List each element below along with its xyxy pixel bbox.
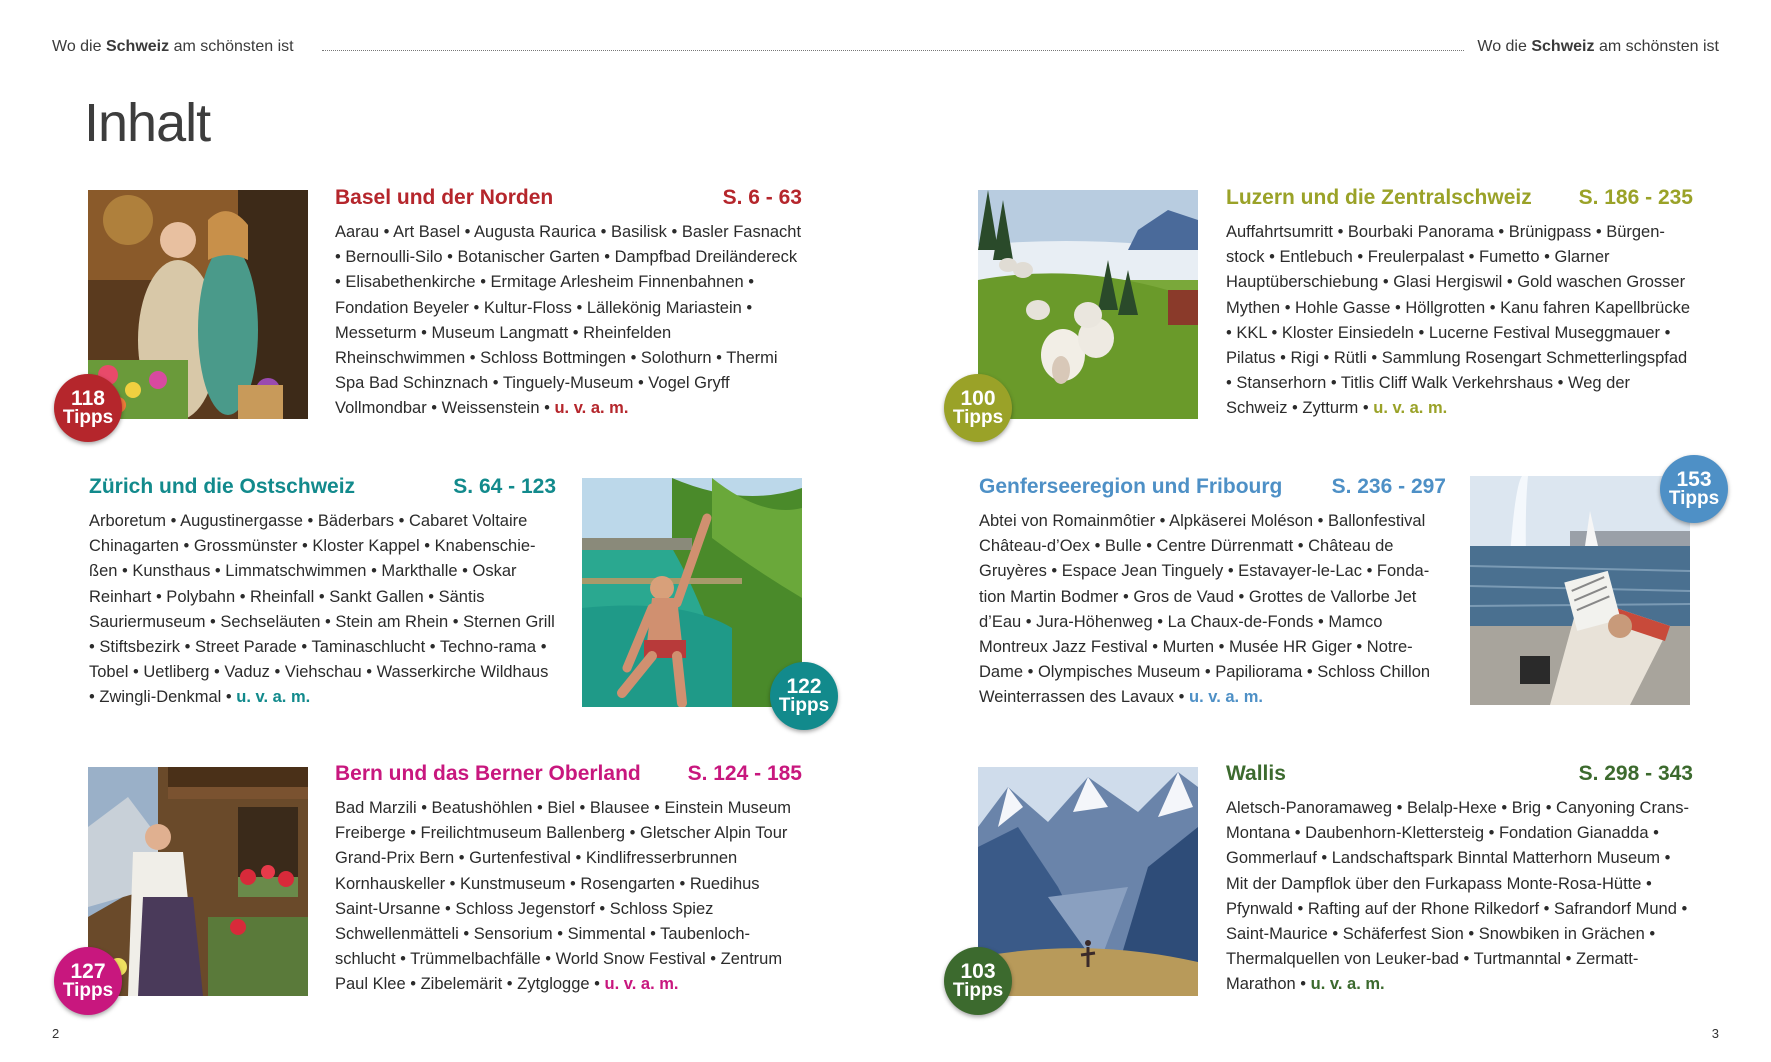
highlight-list: Arboretum • Augustinergasse • Bäderbars • Cabaret Voltaire Chinagarten • Grossmünster • Kloster Kappel • Knabenschie-ßen • Kunsthaus • Limmatschwimmen • Markthalle • Oskar Reinhart • Polybahn • Rheinfall • Sankt Gallen • Säntis Sauriermuseum • Sechseläuten • Stein am Rhein • Sternen Grill • Stiftsbezirk • Street Parade • Taminaschlucht • Techno-rama • Tobel • Uetliberg • Vaduz • Viehschau • Wasserkirche Wildhaus • Zwingli-Denkmal • <box>89 512 555 707</box>
region-pages: S. 236 - 297 <box>1331 475 1446 498</box>
region-description <box>1226 796 1693 998</box>
badge-count: 127 <box>70 960 106 983</box>
badge-count: 100 <box>960 387 996 410</box>
region-zuerich <box>89 475 556 711</box>
header-pre: Wo die <box>52 38 102 55</box>
page-number-right: 3 <box>1711 1026 1719 1041</box>
region-pages: S. 64 - 123 <box>453 475 556 498</box>
tipps-badge-genfersee <box>1660 455 1728 523</box>
tipps-badge-wallis <box>944 947 1012 1015</box>
badge-label: Tipps <box>952 980 1004 1001</box>
tipps-badge-bern <box>54 947 122 1015</box>
region-basel <box>335 186 802 422</box>
badge-label: Tipps <box>62 407 114 428</box>
badge-count: 103 <box>960 960 996 983</box>
more-marker: u. v. a. m. <box>554 399 629 418</box>
badge-label: Tipps <box>1668 488 1720 509</box>
header-post: am schönsten ist <box>173 38 294 55</box>
tipps-badge-luzern <box>944 374 1012 442</box>
region-name: Zürich und die Ostschweiz <box>89 475 356 498</box>
region-pages: S. 124 - 185 <box>687 762 802 785</box>
header-pre: Wo die <box>1477 38 1527 55</box>
header-dotted-rule <box>322 50 1464 51</box>
header-post: am schönsten ist <box>1598 38 1719 55</box>
badge-label: Tipps <box>62 980 114 1001</box>
more-marker: u. v. a. m. <box>1189 688 1263 707</box>
region-pages: S. 186 - 235 <box>1578 186 1693 209</box>
region-name: Basel und der Norden <box>335 186 554 209</box>
header-strong: Schweiz <box>1531 38 1595 55</box>
page-title: Inhalt <box>84 93 211 153</box>
photo-wallis-mountains <box>978 767 1198 996</box>
highlight-list: Bad Marzili • Beatushöhlen • Biel • Blausee • Einstein Museum Freiberge • Freilichtmuseum Ballenberg • Gletscher Alpin Tour Grand-Prix Bern • Gurtenfestival • Kindlifresserbrunnen Kornhauskeller • Kunstmuseum • Rosengarten • Ruedihus Saint-Ursanne • Schloss Jegenstorf • Schloss Spiez Schwellenmätteli • Sensorium • Simmental • Taubenloch-schlucht • Trümmelbachfälle • World Snow Festival • Zentrum Paul Klee • Zibelemärit • Zytglogge • <box>335 799 791 994</box>
more-marker: u. v. a. m. <box>1373 399 1448 418</box>
running-header-left <box>52 38 294 56</box>
page-number-left: 2 <box>52 1026 60 1041</box>
photo-bern-chalet <box>88 767 308 996</box>
region-name: Genferseeregion und Fribourg <box>979 475 1283 498</box>
highlight-list: Abtei von Romainmôtier • Alpkäserei Moléson • Ballonfestival Château-d’Oex • Bulle • Centre Dürrenmatt • Château de Gruyères • Espace Jean Tinguely • Estavayer-le-Lac • Fonda-tion Martin Bodmer • Gros de Vaud • Grottes de Vallorbe Jet d’Eau • Jura-Höhenweg • La Chaux-de-Fonds • Mamco Montreux Jazz Festival • Murten • Musée HR Giger • Notre-Dame • Olympisches Museum • Papiliorama • Schloss Chillon Weinterrassen des Lavaux • <box>979 512 1431 707</box>
region-bern <box>335 762 802 998</box>
region-name: Luzern und die Zentralschweiz <box>1226 186 1532 209</box>
badge-label: Tipps <box>778 695 830 716</box>
region-name: Bern und das Berner Oberland <box>335 762 641 785</box>
region-genfersee <box>979 475 1446 711</box>
tipps-badge-zuerich <box>770 662 838 730</box>
badge-label: Tipps <box>952 407 1004 428</box>
more-marker: u. v. a. m. <box>236 688 311 707</box>
region-name: Wallis <box>1226 762 1286 785</box>
badge-count: 153 <box>1676 468 1712 491</box>
region-description <box>89 509 556 711</box>
photo-genf-lake <box>1470 476 1690 705</box>
photo-luzern-sheep <box>978 190 1198 419</box>
region-description <box>335 796 802 998</box>
region-wallis <box>1226 762 1693 998</box>
region-description <box>335 220 802 422</box>
header-strong: Schweiz <box>105 38 170 55</box>
highlight-list: Auffahrtsumritt • Bourbaki Panorama • Brünigpass • Bürgen-stock • Entlebuch • Freulerpalast • Fumetto • Glarner Hauptüberschiebung • Glasi Hergiswil • Gold waschen Grosser Mythen • Hohle Gasse • Höllgrotten • Kanu fahren Kapellbrücke • KKL • Kloster Einsiedeln • Lucerne Festival Museggmauer • Pilatus • Rigi • Rütli • Sammlung Rosengart Schmetterlingspfad • Stanserhorn • Titlis Cliff Walk Verkehrshaus • Weg der Schweiz • Zytturm • <box>1226 223 1690 418</box>
region-pages: S. 6 - 63 <box>722 186 802 209</box>
badge-count: 122 <box>786 675 822 698</box>
region-description <box>1226 220 1693 422</box>
more-marker: u. v. a. m. <box>604 975 679 994</box>
region-description <box>979 509 1446 711</box>
badge-count: 118 <box>71 387 105 410</box>
region-pages: S. 298 - 343 <box>1578 762 1693 785</box>
more-marker: u. v. a. m. <box>1310 975 1385 994</box>
photo-basel-market <box>88 190 308 419</box>
tipps-badge-basel <box>54 374 122 442</box>
region-luzern <box>1226 186 1693 422</box>
highlight-list: Aletsch-Panoramaweg • Belalp-Hexe • Brig • Canyoning Crans-Montana • Daubenhorn-Klettersteig • Fondation Gianadda • Gommerlauf • Landschaftspark Binntal Matterhorn Museum • Mit der Dampflok über den Furkapass Monte-Rosa-Hütte • Pfynwald • Rafting auf der Rhone Rilkedorf • Safrandorf Mund • Saint-Maurice • Schäferfest Sion • Snowbiken in Grächen • Thermalquellen von Leuker-bad • Turtmanntal • Zermatt-Marathon • <box>1226 799 1690 994</box>
running-header-right <box>1477 38 1719 56</box>
highlight-list: Aarau • Art Basel • Augusta Raurica • Basilisk • Basler Fasnacht • Bernoulli-Silo • Botanischer Garten • Dampfbad Dreiländereck • Elisabethenkirche • Ermitage Arlesheim Finnenbahnen • Fondation Beyeler • Kultur-Floss • Lällekönig Mariastein • Messeturm • Museum Langmatt • Rheinfelden Rheinschwimmen • Schloss Bottmingen • Solothurn • Thermi Spa Bad Schinznach • Tinguely-Museum • Vogel Gryff Vollmondbar • Weissenstein • <box>335 223 802 418</box>
photo-zuerich-river-jump <box>582 478 802 707</box>
